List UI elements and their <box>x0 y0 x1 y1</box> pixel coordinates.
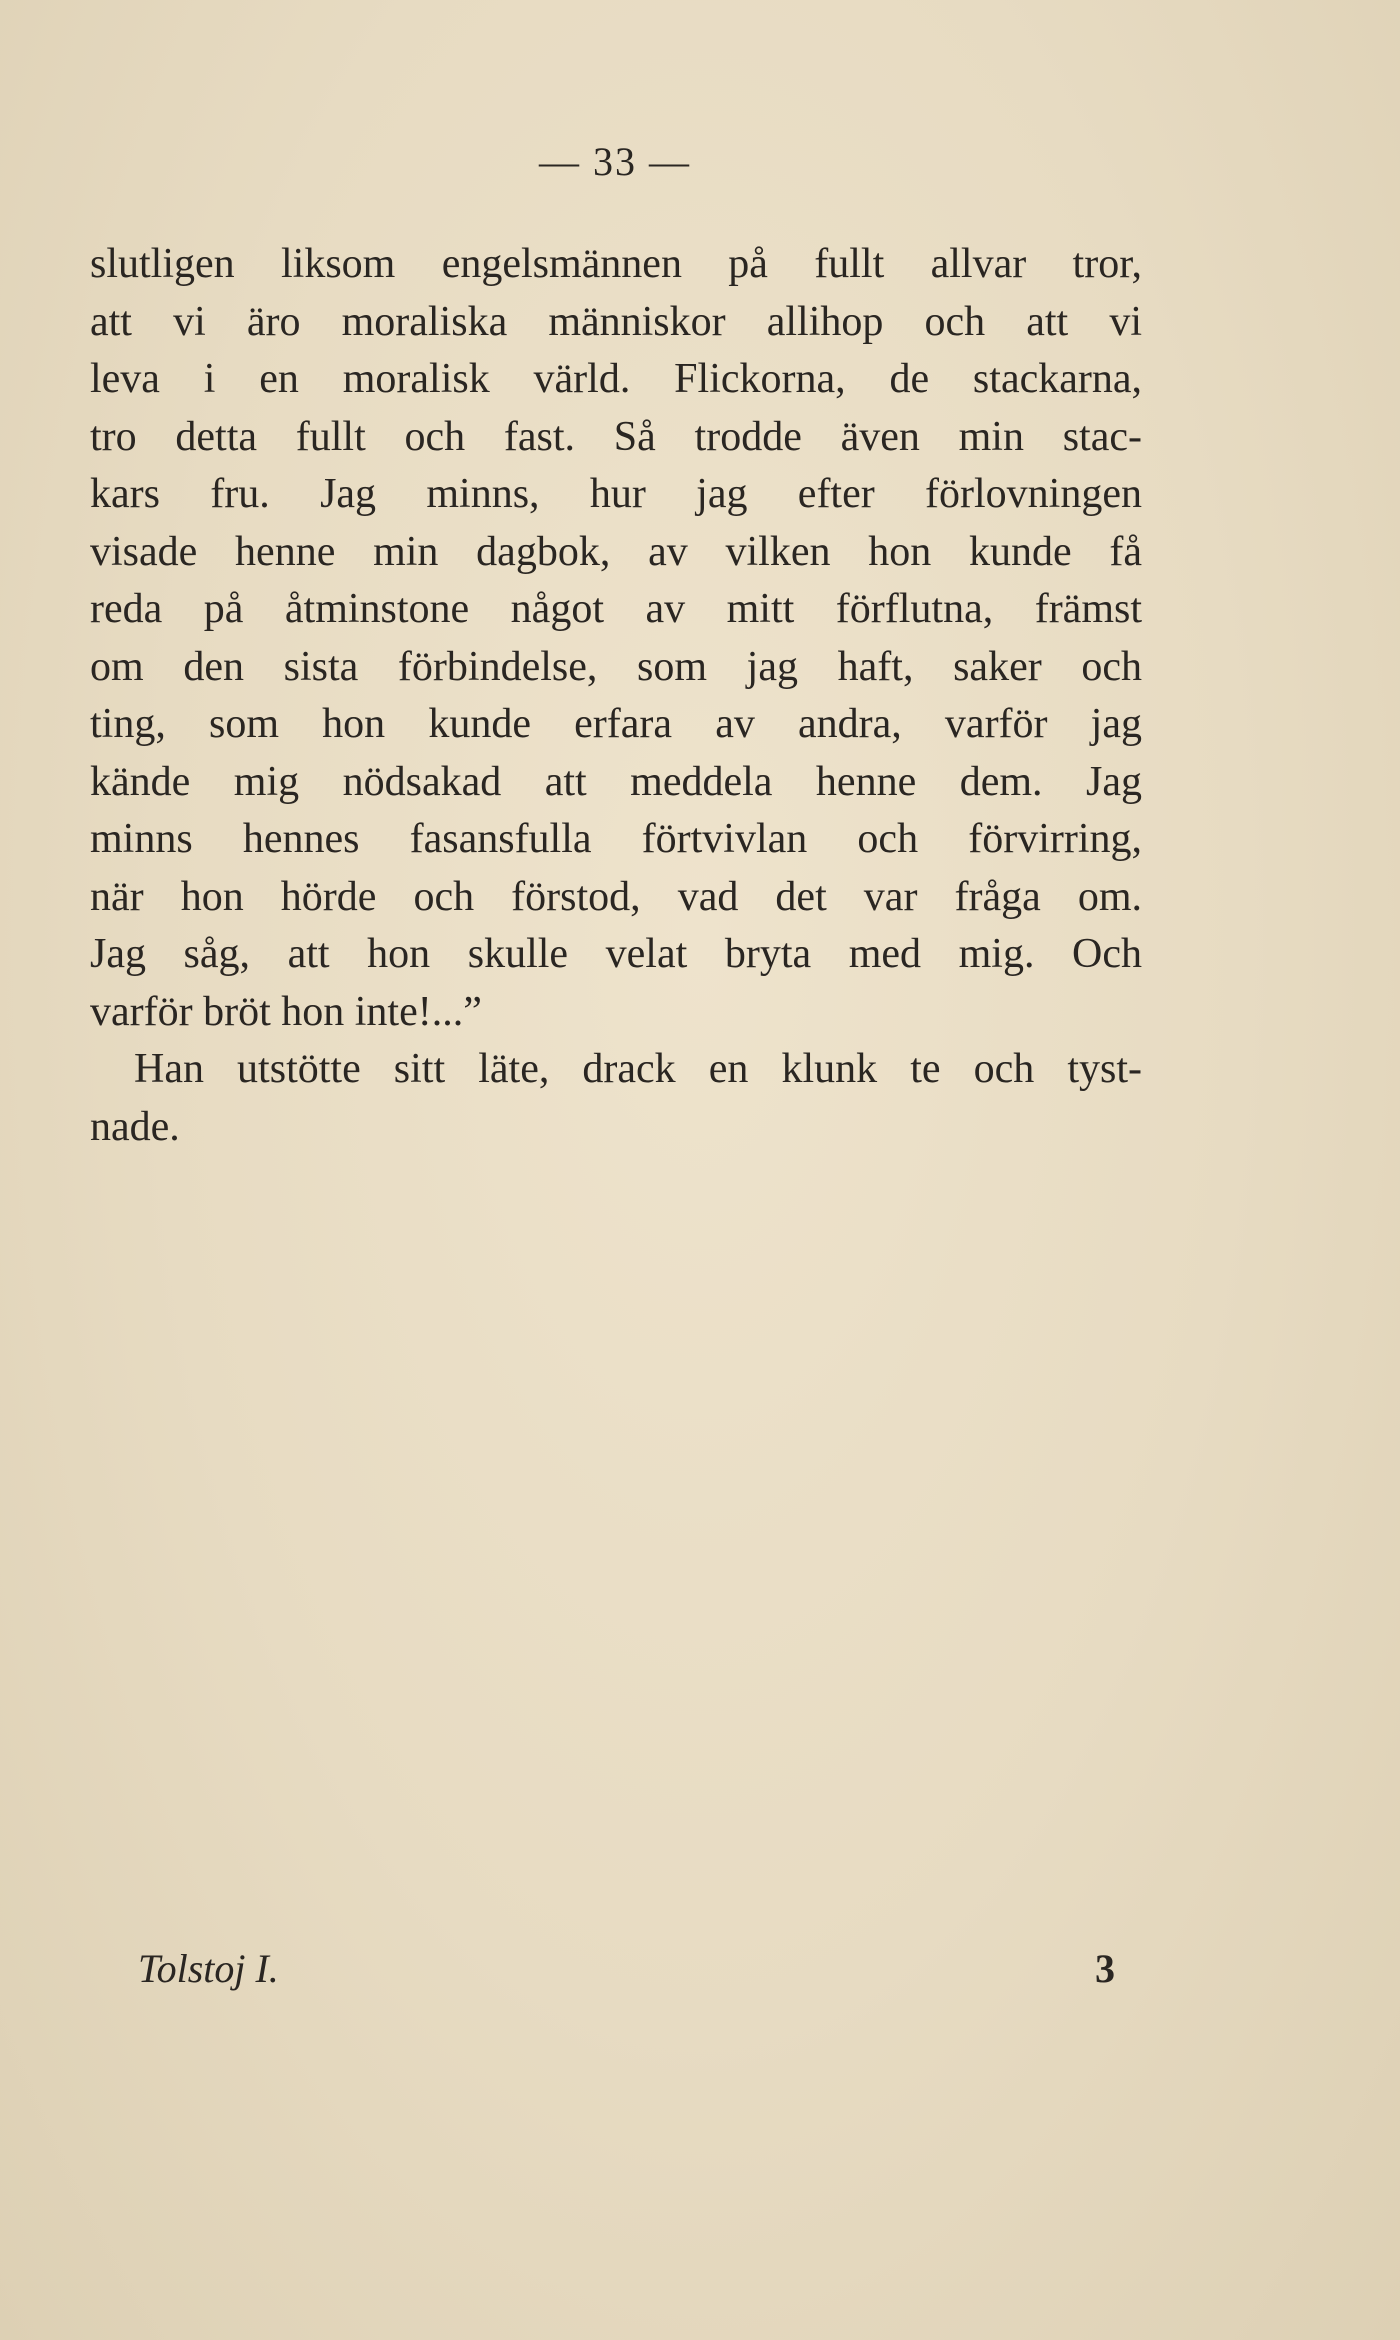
sheet-mark: 3 <box>1095 1946 1115 1991</box>
text-line: tro detta fullt och fast. Så trodde även min stac- <box>90 413 1142 460</box>
text-line: leva i en moralisk värld. Flickorna, de stackarna, <box>90 356 1142 402</box>
text-line: kars fru. Jag minns, hur jag efter förlovningen <box>90 471 1142 517</box>
text-line: nade. <box>90 1103 180 1150</box>
text-line: Han utstötte sitt läte, drack en klunk te och tyst- <box>134 1046 1142 1092</box>
text-line: slutligen liksom engelsmännen på fullt allvar tror, <box>90 241 1142 287</box>
text-line: att vi äro moraliska människor allihop och att vi <box>90 298 1142 345</box>
text-line: om den sista förbindelse, som jag haft, saker och <box>90 643 1142 690</box>
text-line: när hon hörde och förstod, vad det var fråga om. <box>90 873 1142 920</box>
text-line: Jag såg, att hon skulle velat bryta med mig. Och <box>90 931 1142 977</box>
text-line: kände mig nödsakad att meddela henne dem. Jag <box>90 758 1142 805</box>
printer-signature: Tolstoj I. <box>138 1946 279 1991</box>
text-line: visade henne min dagbok, av vilken hon kunde få <box>90 528 1142 575</box>
page-number: — 33 — <box>539 139 691 184</box>
text-line: reda på åtminstone något av mitt förflutna, främst <box>90 586 1142 632</box>
body-text <box>90 236 1142 1156</box>
text-line: ting, som hon kunde erfara av andra, varför jag <box>90 701 1142 747</box>
text-line: varför bröt hon inte!...” <box>90 988 482 1035</box>
text-line: minns hennes fasansfulla förtvivlan och förvirring, <box>90 816 1142 862</box>
